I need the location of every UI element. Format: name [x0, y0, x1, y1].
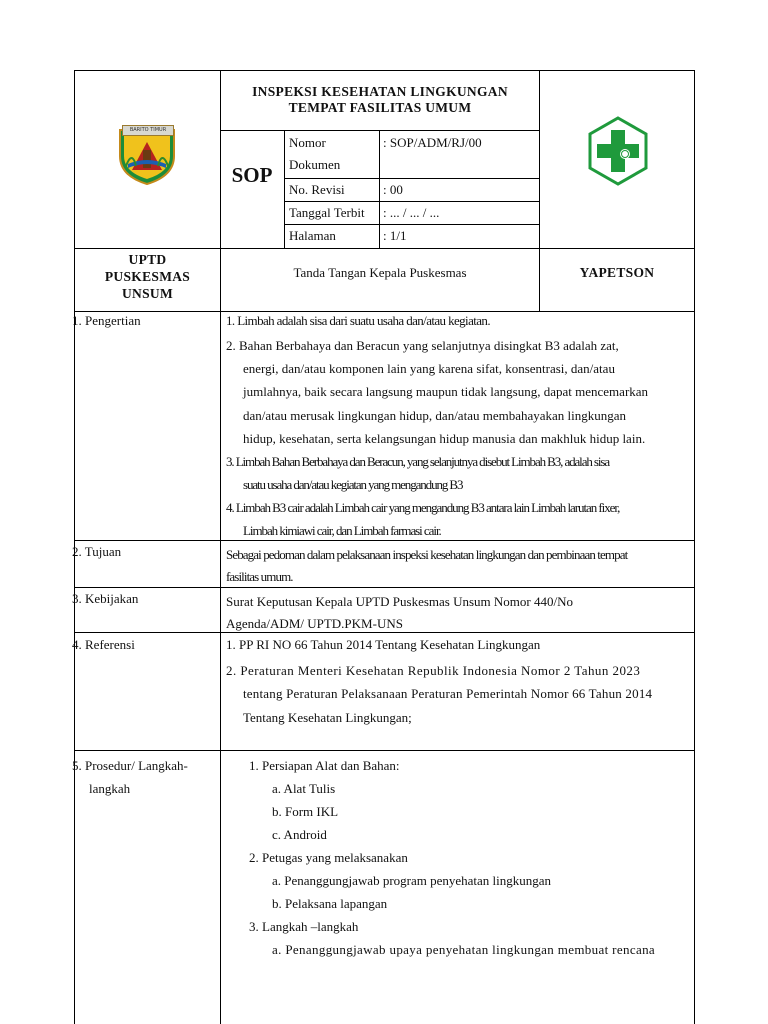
kebijakan-text: Surat Keputusan Kepala UPTD Puskesmas Unsum Nomor 440/No Agenda/ADM/ UPTD.PKM-UNS	[226, 594, 573, 631]
signature-label: Tanda Tangan Kepala Puskesmas	[293, 265, 467, 280]
divider	[74, 248, 695, 249]
prosedur-substep: a. Penanggungjawab program penyehatan lingkungan	[272, 873, 552, 888]
referensi-item-2: 2. Peraturan Menteri Kesehatan Republik Indonesia Nomor 2 Tahun 2023 tentang Peraturan Pelaksanaan Peraturan Pemerintah Nomor 66 Tahun 2014 Tentang Kesehatan Lingkungan;	[226, 663, 653, 725]
section-label-referensi: 4. Referensi	[72, 637, 135, 652]
divider	[220, 130, 540, 131]
field-value-halaman: : 1/1	[383, 228, 407, 243]
table-border-right	[694, 70, 695, 1024]
field-label-revisi: No. Revisi	[289, 182, 345, 197]
prosedur-step: 1. Persiapan Alat dan Bahan:	[249, 758, 400, 773]
prosedur-substep: b. Pelaksana lapangan	[272, 896, 388, 911]
title-line-2: TEMPAT FASILITAS UMUM	[288, 100, 472, 115]
field-label-nomor: Nomor Dokumen	[289, 135, 341, 172]
pengertian-item-2: 2. Bahan Berbahaya dan Beracun yang selanjutnya disingkat B3 adalah zat, energi, dan/atau komponen lain yang karena sifat, konsentrasi, dan/atau jumlahnya, baik secara langsung maupun tidak langsung, dapat mencemarkan dan/atau merusak lingkungan hidup, dan/atau membahayakan lingkungan hidup, kesehatan, serta kelangsungan hidup manusia dan makhluk hidup lain.	[226, 338, 649, 446]
section-label-tujuan: 2. Tujuan	[72, 544, 122, 559]
health-cross-logo	[587, 116, 649, 186]
organization-name: UPTD PUSKESMAS UNSUM	[104, 252, 191, 301]
divider	[379, 130, 380, 248]
referensi-item-1: 1. PP RI NO 66 Tahun 2014 Tentang Kesehatan Lingkungan	[226, 637, 541, 652]
pengertian-item-3: 3. Limbah Bahan Berbahaya dan Beracun, yang selanjutnya disebut Limbah B3, adalah sisa suatu usaha dan/atau kegiatan yang mengandung B3	[226, 454, 610, 492]
tujuan-text: Sebagai pedoman dalam pelaksanaan inspeksi kesehatan lingkungan dan pembinaan tempat fasilitas umum.	[226, 547, 628, 584]
prosedur-steps	[249, 754, 655, 961]
signer-name: YAPETSON	[579, 265, 655, 280]
divider	[220, 70, 221, 1024]
field-value-tanggal: : ... / ... / ...	[383, 205, 440, 220]
divider	[284, 130, 285, 248]
field-value-nomor: : SOP/ADM/RJ/00	[383, 135, 482, 150]
regional-logo	[114, 120, 180, 186]
section-label-prosedur: 5. Prosedur/ Langkah- langkah	[72, 758, 188, 796]
section-label-pengertian: 1. Pengertian	[72, 313, 141, 328]
pengertian-item-4: 4. Limbah B3 cair adalah Limbah cair yang mengandung B3 antara lain Limbah larutan fixer, Limbah kimiawi cair, dan Limbah farmasi cair.	[226, 500, 620, 538]
prosedur-step: 2. Petugas yang melaksanakan	[249, 850, 408, 865]
title-line-1: INSPEKSI KESEHATAN LINGKUNGAN	[252, 84, 508, 99]
divider	[74, 311, 695, 312]
sop-label: SOP	[231, 163, 273, 187]
pengertian-item-1: 1. Limbah adalah sisa dari suatu usaha dan/atau kegiatan.	[226, 313, 490, 328]
prosedur-step: 3. Langkah –langkah	[249, 919, 359, 934]
document-title	[221, 84, 539, 116]
field-label-halaman: Halaman	[289, 228, 336, 243]
prosedur-substep: a. Penanggungjawab upaya penyehatan lingkungan membuat rencana	[272, 942, 656, 957]
section-label-kebijakan: 3. Kebijakan	[72, 591, 139, 606]
field-label-tanggal: Tanggal Terbit	[289, 205, 365, 220]
prosedur-substep: a. Alat Tulis	[272, 781, 336, 796]
prosedur-substep: c. Android	[272, 827, 327, 842]
field-value-revisi: : 00	[383, 182, 403, 197]
prosedur-substep: b. Form IKL	[272, 804, 339, 819]
logo-banner: BARITO TIMUR	[122, 125, 174, 136]
divider	[74, 750, 695, 751]
table-border-top	[74, 70, 695, 71]
